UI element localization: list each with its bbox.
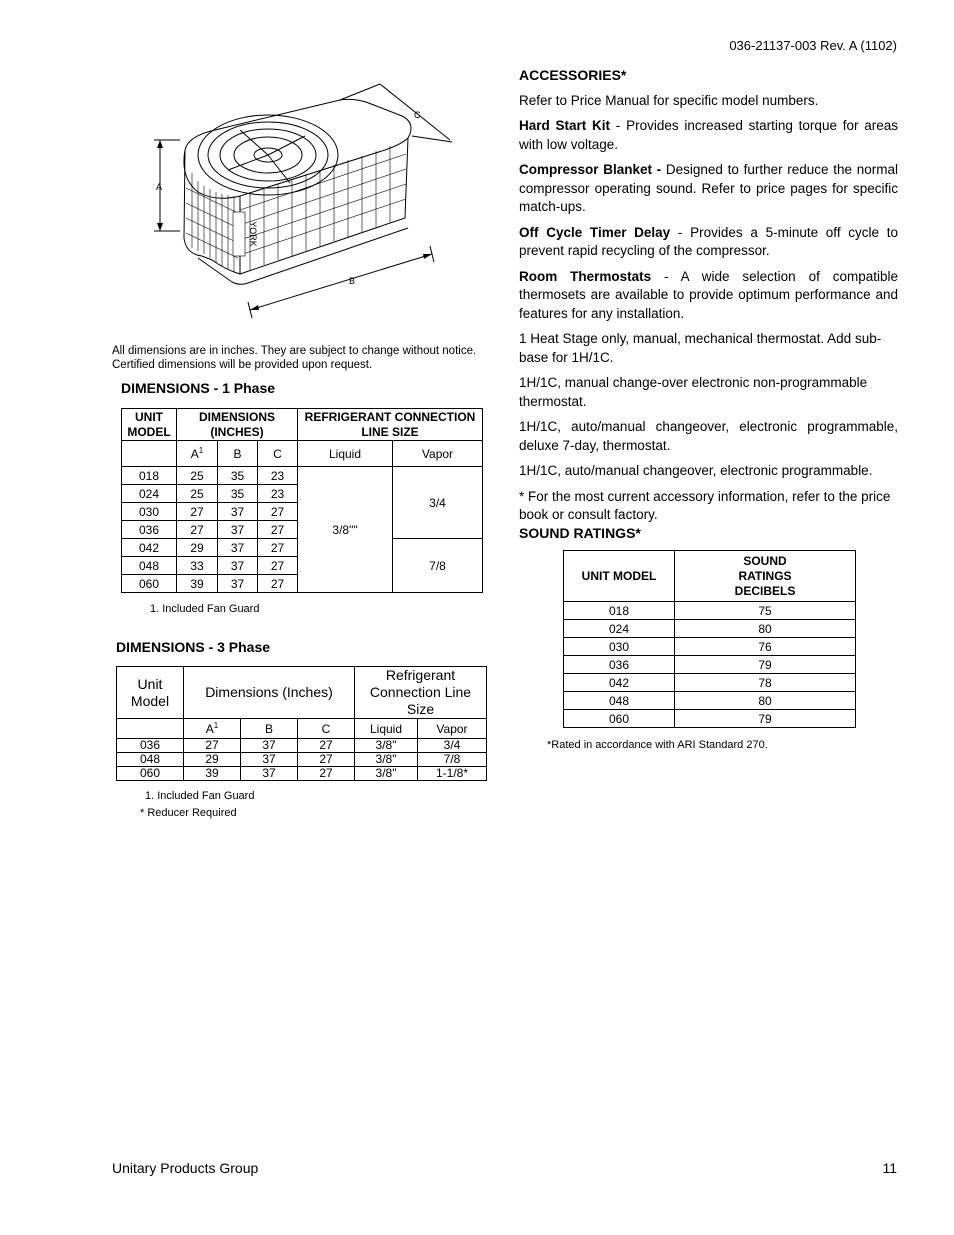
dimension-b-label: B — [349, 276, 356, 286]
dimensions-1-phase-table — [121, 408, 483, 593]
table-row: 030 27 37 27 — [122, 503, 483, 521]
header-dimensions: Dimensions (Inches) — [184, 667, 355, 719]
header-c: C — [298, 719, 355, 739]
accessory-item: Hard Start Kit - Provides increased starting torque for areas with low voltage. — [519, 118, 899, 152]
table-row: 030 76 — [564, 638, 856, 656]
header-a: $A^1$ — [177, 441, 218, 467]
header-vapor: Vapor — [418, 719, 487, 739]
condenser-unit-illustration — [140, 78, 470, 326]
header-liquid: Liquid — [355, 719, 418, 739]
liquid-size: 3/8"" — [298, 467, 393, 593]
table-row: 060 39 37 27 — [122, 575, 483, 593]
dimensions-3-phase-table — [116, 666, 487, 781]
accessory-item: Room Thermostats - A wide selection of compatible thermosets are available to provide optimum performance and features for any installation. — [519, 268, 898, 321]
accessories-section — [519, 66, 898, 532]
document-number: 036-21137-003 Rev. A (1102) — [729, 38, 897, 53]
table-row: 048 80 — [564, 692, 856, 710]
accessories-title: ACCESSORIES* — [519, 67, 627, 83]
page-number: 11 — [882, 1160, 897, 1176]
accessory-item: Off Cycle Timer Delay - Provides a 5-minute off cycle to prevent rapid recycling of the compressor. — [519, 224, 899, 258]
sound-ratings-title: SOUND RATINGS* — [519, 525, 641, 541]
table-row: 042 29 37 27 7/8 — [122, 539, 483, 557]
dimension-a-label: A — [156, 182, 163, 192]
footer-company: Unitary Products Group — [112, 1160, 259, 1176]
table-row: 024 25 35 23 — [122, 485, 483, 503]
header-b: B — [218, 441, 258, 467]
accessories-intro: Refer to Price Manual for specific model numbers. — [519, 92, 819, 108]
header-b: B — [241, 719, 298, 739]
table-row: 036 79 — [564, 656, 856, 674]
dimensions-1-footnote: 1. Included Fan Guard — [150, 603, 260, 615]
table-row: 024 80 — [564, 620, 856, 638]
header-unit-model: Unit Model — [117, 667, 184, 719]
table-row: 060 39 37 27 3/8" 1-1/8* — [117, 767, 487, 781]
reducer-note: * Reducer Required — [140, 807, 237, 819]
thermostat-option: 1 Heat Stage only, manual, mechanical thermostat. Add sub-base for 1H/1C. — [519, 331, 882, 365]
dimensions-3-footnote: 1. Included Fan Guard — [145, 790, 255, 802]
header-sound-ratings: SOUND RATINGS DECIBELS — [675, 551, 856, 602]
brand-logo: YORK — [248, 221, 258, 247]
header-unit-model: UNIT MODEL — [122, 409, 177, 441]
vapor-size-large: 7/8 — [393, 539, 483, 593]
dimensions-3-phase-title: DIMENSIONS - 3 Phase — [116, 639, 271, 655]
sound-ratings-table — [563, 550, 856, 728]
header-vapor: Vapor — [393, 441, 483, 467]
header-a: $A^1$ — [184, 719, 241, 739]
table-row: 018 25 35 23 3/8"" 3/4 — [122, 467, 483, 485]
dimensions-1-phase-title: DIMENSIONS - 1 Phase — [121, 380, 276, 396]
thermostat-option: 1H/1C, auto/manual changeover, electronic programmable, deluxe 7-day, thermostat. — [519, 419, 898, 453]
table-row: 048 33 37 27 — [122, 557, 483, 575]
header-dimensions: DIMENSIONS (INCHES) — [177, 409, 298, 441]
header-unit-model: UNIT MODEL — [564, 551, 675, 602]
table-row: 060 79 — [564, 710, 856, 728]
header-liquid: Liquid — [298, 441, 393, 467]
sound-ratings-footnote: *Rated in accordance with ARI Standard 270. — [547, 739, 768, 751]
header-refrigerant: REFRIGERANT CONNECTION LINE SIZE — [298, 409, 483, 441]
accessories-note: * For the most current accessory information, refer to the price book or consult factory. — [519, 488, 891, 522]
table-row: 048 29 37 27 3/8" 7/8 — [117, 753, 487, 767]
header-refrigerant: Refrigerant Connection Line Size — [355, 667, 487, 719]
thermostat-option: 1H/1C, manual change-over electronic non-programmable thermostat. — [519, 375, 868, 409]
accessory-item: Compressor Blanket - Designed to further reduce the normal compressor operating sound. Refer to price pages for specific match-ups. — [519, 162, 898, 214]
dimension-c-label: C — [414, 110, 421, 120]
vapor-size-small: 3/4 — [393, 467, 483, 539]
header-c: C — [258, 441, 298, 467]
figure-caption: All dimensions are in inches. They are subject to change without notice. Certified dimensions will be provided upon request. — [112, 345, 477, 371]
table-row: 036 27 37 27 — [122, 521, 483, 539]
table-row: 036 27 37 27 3/8" 3/4 — [117, 739, 487, 753]
thermostat-option: 1H/1C, auto/manual changeover, electronic programmable. — [519, 463, 873, 478]
table-row: 042 78 — [564, 674, 856, 692]
table-row: 018 75 — [564, 602, 856, 620]
